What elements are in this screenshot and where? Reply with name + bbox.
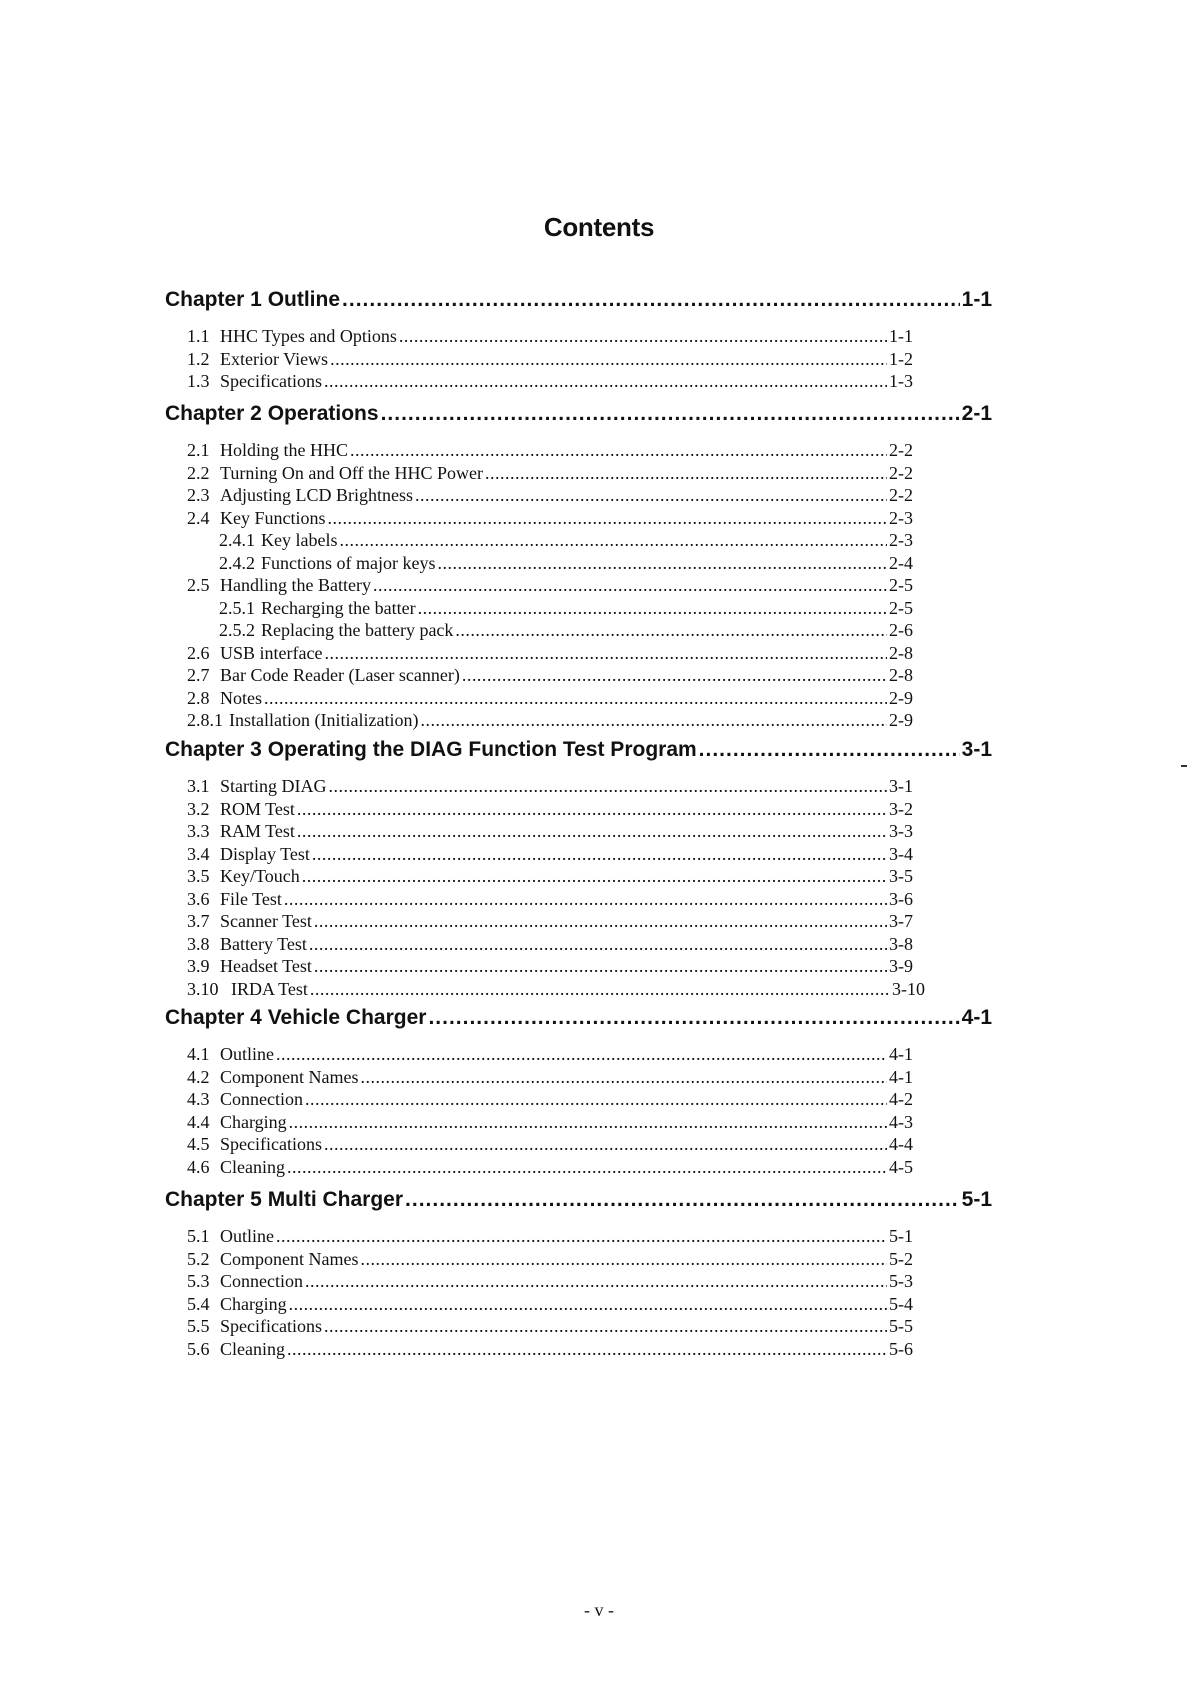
dot-leader [305, 1089, 887, 1110]
section-page-number: 1-1 [889, 326, 913, 346]
section-page-number: 4-4 [889, 1134, 913, 1154]
section-title: USB interface [220, 642, 323, 663]
section-number: 1.1 [187, 326, 210, 346]
dot-leader [312, 844, 887, 865]
scan-mark [1181, 765, 1187, 767]
section-page-number: 4-1 [889, 1066, 913, 1087]
toc-section-entry[interactable] [187, 911, 913, 935]
toc-section-entry[interactable] [187, 1112, 913, 1136]
section-page-number: 2-3 [889, 507, 913, 528]
section-page-number: 2-9 [889, 687, 913, 708]
toc-chapter-entry[interactable] [165, 288, 992, 320]
toc-section-entry[interactable] [187, 349, 913, 373]
chapter-page-number: 1-1 [961, 288, 992, 311]
section-title: Specifications [220, 371, 322, 391]
section-title: Adjusting LCD Brightness [220, 485, 414, 505]
section-number: 2.4.1 [219, 530, 255, 550]
toc-section-entry[interactable] [187, 485, 913, 509]
section-title: Component Names [220, 1248, 359, 1269]
toc-section-entry[interactable] [187, 799, 913, 823]
toc-section-entry[interactable] [187, 1339, 913, 1363]
section-page-number: 2-5 [889, 597, 913, 618]
section-title: Charging [220, 1111, 287, 1132]
toc-section-entry[interactable] [187, 776, 913, 800]
section-title: Outline [220, 1044, 274, 1064]
toc-section-entry[interactable] [187, 1067, 913, 1091]
dot-leader [373, 575, 887, 596]
dot-leader [405, 1188, 960, 1212]
section-title: Replacing the battery pack [261, 620, 454, 640]
toc-section-entry[interactable] [187, 643, 913, 667]
dot-leader [309, 934, 887, 955]
section-page-number: 3-8 [889, 933, 913, 954]
section-number: 2.5 [187, 575, 210, 595]
dot-leader [302, 866, 887, 887]
dot-leader [289, 1112, 887, 1133]
section-title: Key labels [261, 530, 338, 550]
toc-section-entry[interactable] [187, 508, 913, 532]
section-title: Headset Test [220, 956, 312, 976]
section-title: Key/Touch [220, 866, 300, 886]
section-page-number: 2-2 [889, 440, 913, 460]
section-page-number: 5-5 [889, 1316, 913, 1336]
section-number: 3.9 [187, 956, 210, 976]
toc-section-entry[interactable] [187, 710, 913, 734]
dot-leader [314, 911, 887, 932]
toc-section-entry[interactable] [187, 1294, 913, 1318]
dot-leader [324, 371, 887, 392]
section-page-number: 3-3 [889, 821, 913, 841]
dot-leader [314, 956, 887, 977]
section-number: 5.6 [187, 1338, 210, 1359]
section-page-number: 4-3 [889, 1111, 913, 1132]
dot-leader [284, 889, 887, 910]
toc-section-entry[interactable] [187, 665, 913, 689]
section-page-number: 3-7 [889, 911, 913, 931]
dot-leader [264, 688, 887, 709]
toc-chapter-entry[interactable] [165, 738, 992, 770]
dot-leader [360, 1249, 887, 1270]
section-number: 5.1 [187, 1226, 210, 1246]
chapter-page-number: 2-1 [961, 402, 992, 425]
section-title: Component Names [220, 1066, 359, 1087]
dot-leader [328, 508, 888, 529]
dot-leader [276, 1044, 887, 1065]
dot-leader [339, 530, 887, 551]
section-number: 1.2 [187, 348, 210, 369]
section-page-number: 3-10 [892, 978, 925, 999]
dot-leader [297, 821, 887, 842]
toc-section-entry[interactable] [187, 440, 913, 464]
section-title: Starting DIAG [220, 776, 327, 796]
section-number: 3.5 [187, 866, 210, 886]
section-page-number: 5-1 [889, 1226, 913, 1246]
section-page-number: 5-6 [889, 1338, 913, 1359]
toc-section-entry[interactable] [187, 1271, 913, 1295]
toc-section-entry[interactable] [187, 934, 913, 958]
section-number: 2.4.2 [219, 552, 255, 573]
section-title: Charging [220, 1293, 287, 1314]
section-page-number: 3-2 [889, 798, 913, 819]
section-title: Recharging the batter [261, 597, 416, 618]
dot-leader [381, 402, 960, 426]
section-page-number: 2-4 [889, 552, 913, 573]
section-page-number: 2-3 [889, 530, 913, 550]
section-page-number: 2-6 [889, 620, 913, 640]
section-number: 2.1 [187, 440, 210, 460]
dot-leader [485, 463, 887, 484]
dot-leader [455, 620, 887, 641]
toc-section-entry[interactable] [219, 598, 913, 622]
section-page-number: 2-2 [889, 462, 913, 483]
section-title: Connection [220, 1271, 303, 1291]
section-number: 2.3 [187, 485, 210, 505]
section-title: Scanner Test [220, 911, 312, 931]
section-title: Handling the Battery [220, 575, 371, 595]
section-title: File Test [220, 888, 282, 909]
chapter-title: Chapter 4 Vehicle Charger [165, 1006, 427, 1029]
toc-section-entry[interactable] [187, 1316, 913, 1340]
toc-section-entry[interactable] [219, 553, 913, 577]
dot-leader [289, 1294, 887, 1315]
dot-leader [305, 1271, 887, 1292]
dot-leader [330, 349, 887, 370]
toc-section-entry[interactable] [187, 866, 913, 890]
dot-leader [287, 1339, 887, 1360]
chapter-title: Chapter 3 Operating the DIAG Function Test Program [165, 738, 697, 761]
section-page-number: 3-4 [889, 843, 913, 864]
section-page-number: 1-3 [889, 371, 913, 391]
section-page-number: 2-9 [889, 710, 913, 730]
section-title: Key Functions [220, 507, 326, 528]
dot-leader [462, 665, 887, 686]
section-page-number: 2-5 [889, 575, 913, 595]
dot-leader [418, 598, 887, 619]
section-title: IRDA Test [231, 978, 308, 999]
toc-section-entry[interactable] [219, 620, 913, 644]
section-number: 3.8 [187, 933, 210, 954]
chapter-title: Chapter 2 Operations [165, 402, 379, 425]
dot-leader [360, 1067, 887, 1088]
section-number: 2.5.1 [219, 597, 255, 618]
section-number: 2.6 [187, 642, 210, 663]
section-title: Exterior Views [220, 348, 329, 369]
section-number: 3.4 [187, 843, 210, 864]
chapter-page-number: 4-1 [961, 1006, 992, 1029]
section-number: 2.8 [187, 687, 210, 708]
toc-section-entry[interactable] [187, 1226, 913, 1250]
toc-section-entry[interactable] [187, 1134, 913, 1158]
chapter-page-number: 3-1 [961, 738, 992, 761]
section-number: 3.10 [187, 978, 219, 999]
toc-chapter-entry[interactable] [165, 1188, 992, 1220]
section-number: 3.3 [187, 821, 210, 841]
toc-section-entry[interactable] [187, 688, 913, 712]
section-title: Holding the HHC [220, 440, 348, 460]
toc-section-entry[interactable] [187, 979, 925, 1003]
toc-section-entry[interactable] [187, 956, 913, 980]
section-page-number: 3-1 [889, 776, 913, 796]
section-number: 4.3 [187, 1089, 210, 1109]
chapter-page-number: 5-1 [961, 1188, 992, 1211]
toc-section-entry[interactable] [187, 1157, 913, 1181]
section-number: 4.5 [187, 1134, 210, 1154]
section-page-number: 4-1 [889, 1044, 913, 1064]
section-title: HHC Types and Options [220, 326, 397, 346]
section-title: Turning On and Off the HHC Power [220, 462, 483, 483]
section-page-number: 5-4 [889, 1293, 913, 1314]
dot-leader [342, 288, 960, 312]
chapter-title: Chapter 5 Multi Charger [165, 1188, 404, 1211]
dot-leader [428, 1006, 959, 1030]
section-page-number: 4-5 [889, 1156, 913, 1177]
section-title: Battery Test [220, 933, 307, 954]
section-page-number: 5-2 [889, 1248, 913, 1269]
toc-section-entry[interactable] [187, 463, 913, 487]
toc-section-entry[interactable] [187, 371, 913, 395]
section-number: 3.7 [187, 911, 210, 931]
section-page-number: 5-3 [889, 1271, 913, 1291]
section-number: 3.2 [187, 798, 210, 819]
section-number: 4.4 [187, 1111, 210, 1132]
section-title: Specifications [220, 1316, 322, 1336]
section-number: 1.3 [187, 371, 210, 391]
section-number: 5.3 [187, 1271, 210, 1291]
section-page-number: 3-9 [889, 956, 913, 976]
dot-leader [699, 738, 960, 762]
dot-leader [297, 799, 887, 820]
section-title: Outline [220, 1226, 274, 1246]
section-number: 2.8.1 [187, 710, 223, 730]
section-title: Display Test [220, 843, 310, 864]
dot-leader [420, 710, 887, 731]
section-title: Specifications [220, 1134, 322, 1154]
dot-leader [287, 1157, 887, 1178]
section-title: Connection [220, 1089, 303, 1109]
toc-section-entry[interactable] [187, 889, 913, 913]
toc-section-entry[interactable] [187, 844, 913, 868]
toc-section-entry[interactable] [187, 575, 913, 599]
page-title: Contents [543, 212, 655, 242]
section-page-number: 2-8 [889, 642, 913, 663]
section-title: Bar Code Reader (Laser scanner) [220, 665, 460, 685]
section-title: RAM Test [220, 821, 295, 841]
section-title: Notes [220, 687, 262, 708]
section-number: 2.5.2 [219, 620, 255, 640]
dot-leader [276, 1226, 887, 1247]
section-number: 2.4 [187, 507, 210, 528]
section-number: 2.2 [187, 462, 210, 483]
section-number: 5.5 [187, 1316, 210, 1336]
section-page-number: 4-2 [889, 1089, 913, 1109]
section-number: 3.1 [187, 776, 210, 796]
dot-leader [437, 553, 887, 574]
section-page-number: 2-8 [889, 665, 913, 685]
dot-leader [324, 1134, 887, 1155]
toc-section-entry[interactable] [219, 530, 913, 554]
section-title: Cleaning [220, 1338, 285, 1359]
section-number: 4.1 [187, 1044, 210, 1064]
toc-chapter-entry[interactable] [165, 402, 992, 434]
toc-chapter-entry[interactable] [165, 1006, 992, 1038]
toc-section-entry[interactable] [187, 326, 913, 350]
section-number: 4.2 [187, 1066, 210, 1087]
toc-section-entry[interactable] [187, 1044, 913, 1068]
section-page-number: 2-2 [889, 485, 913, 505]
dot-leader [415, 485, 887, 506]
chapter-title: Chapter 1 Outline [165, 288, 341, 311]
section-number: 5.4 [187, 1293, 210, 1314]
dot-leader [399, 326, 887, 347]
toc-section-entry[interactable] [187, 821, 913, 845]
dot-leader [310, 979, 890, 1000]
section-number: 5.2 [187, 1248, 210, 1269]
section-page-number: 1-2 [889, 348, 913, 369]
toc-section-entry[interactable] [187, 1089, 913, 1113]
section-page-number: 3-5 [889, 866, 913, 886]
section-title: Installation (Initialization) [229, 710, 419, 730]
page-number: - v - [584, 1600, 614, 1620]
section-number: 4.6 [187, 1156, 210, 1177]
dot-leader [329, 776, 888, 797]
toc-section-entry[interactable] [187, 1249, 913, 1273]
section-title: Functions of major keys [261, 552, 436, 573]
dot-leader [324, 643, 887, 664]
section-page-number: 3-6 [889, 888, 913, 909]
section-title: ROM Test [220, 798, 295, 819]
dot-leader [324, 1316, 887, 1337]
section-title: Cleaning [220, 1156, 285, 1177]
dot-leader [350, 440, 887, 461]
section-number: 3.6 [187, 888, 210, 909]
section-number: 2.7 [187, 665, 210, 685]
